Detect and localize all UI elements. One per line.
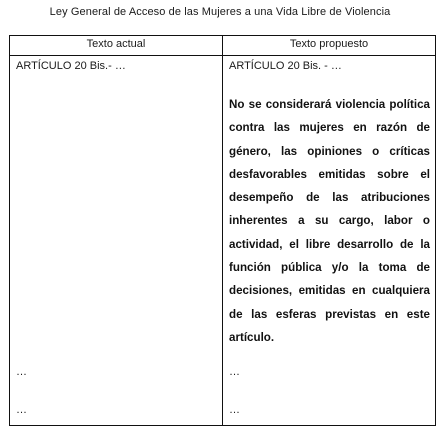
proposed-ellipsis-1: …: [229, 366, 240, 378]
header-divider: [10, 55, 435, 56]
header-proposed-text: Texto propuesto: [289, 38, 369, 50]
header-current-text: Texto actual: [86, 38, 146, 50]
proposed-ellipsis-2: …: [229, 404, 240, 416]
current-article-reference: ARTÍCULO 20 Bis.- …: [16, 60, 126, 72]
proposed-article-reference: ARTÍCULO 20 Bis. - …: [229, 60, 342, 72]
column-divider: [222, 36, 223, 425]
proposed-added-paragraph: No se considerará violencia política contra las mujeres en razón de género, las opiniones o críticas desfavorables emitidas sobre el desempeño de las atribuciones inherentes a su cargo, labor o actividad, el libre desarrollo de la función pública y/o la toma de decisiones, emitidas en cualquiera de las esferas previstas en este artículo.: [229, 98, 430, 344]
current-ellipsis-2: …: [16, 404, 27, 416]
current-ellipsis-1: …: [16, 366, 27, 378]
comparison-table: [9, 35, 436, 426]
document-title: Ley General de Acceso de las Mujeres a una Vida Libre de Violencia: [49, 6, 391, 18]
